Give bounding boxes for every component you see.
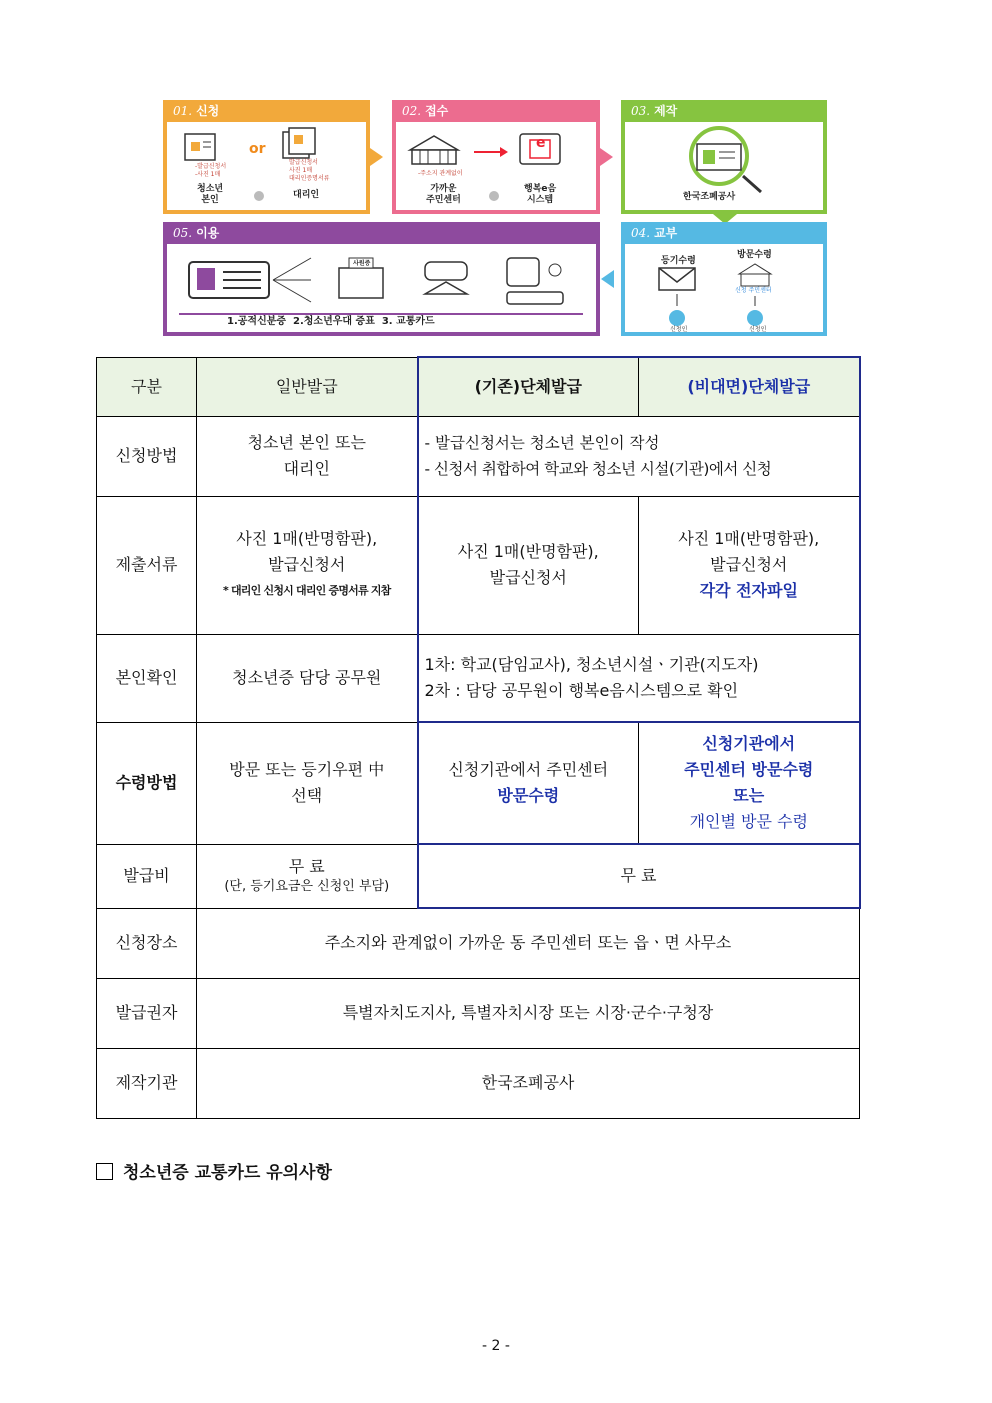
row-label-maker: 제작기관 [97,1048,197,1118]
row-label-authority: 발급권자 [97,978,197,1048]
issuance-comparison-table [96,356,861,1119]
recipient-a: 신청인 [670,326,688,333]
receipt-existing: 신청기관에서 주민센터 방문수령 [418,722,639,844]
deliver-visit-label: 방문수령 [737,250,772,260]
apply-method-general: 청소년 본인 또는 대리인 [197,416,418,496]
page-number: - 2 - [482,1338,510,1354]
usage-list: 1.공적신분증 2.청소년우대 증표 3. 교통카드 [227,316,435,327]
header-general: 일반발급 [197,357,418,416]
identity-group: 1차: 학교(담임교사), 청소년시설ㆍ기관(지도자) 2차 : 담당 공무원이 행복e음시스템으로 확인 [418,634,860,722]
place-value: 주소지와 관계없이 가까운 동 주민센터 또는 읍ㆍ면 사무소 [197,908,860,978]
header-existing-group: (기존)단체발급 [418,357,639,416]
receipt-general: 방문 또는 등기우편 中 선택 [197,722,418,844]
section-heading: 청소년증 교통카드 유의사항 [96,1158,332,1183]
table-row [97,416,860,496]
documents-general: 사진 1매(반명함판), 발급신청서 * 대리인 신청시 대리인 증명서류 지참 [197,496,418,634]
documents-existing: 사진 1매(반명함판), 발급신청서 [418,496,639,634]
arrow-left-icon [601,270,614,288]
step-receive-panel [392,100,600,214]
header-category: 구분 [97,357,197,416]
table-row [97,908,860,978]
row-label-identity: 본인확인 [97,634,197,722]
fee-group: 무 료 [418,844,860,908]
step-apply-panel [163,100,370,214]
e-glyph: e [536,135,546,151]
identity-general: 청소년증 담당 공무원 [197,634,418,722]
arrow-right-icon [600,148,613,166]
receive-place-a: 가까운 주민센터 [426,184,461,205]
step-deliver-panel [621,222,827,336]
receive-note: -주소지 관계없이 [418,170,463,177]
row-label-receipt: 수령방법 [97,722,197,844]
option-proxy-label: 대리인 [293,190,320,200]
table-row [97,722,860,844]
step-receive-header: 02. 접수 [402,104,449,118]
receipt-online: 신청기관에서 주민센터 방문수령 또는 개인별 방문 수령 [639,722,860,844]
table-row [97,496,860,634]
step-make-panel [621,100,827,214]
apply-docs-self: -발급신청서 -사진 1매 [195,163,227,178]
id-badge-label: 사원증 [353,260,371,267]
table-header-row [97,357,860,416]
step-apply-header: 01. 신청 [173,104,220,118]
header-online-group: (비대면)단체발급 [639,357,860,416]
table-row [97,1048,860,1118]
mail-icon [621,244,827,334]
maker-value: 한국조폐공사 [197,1048,860,1118]
authority-value: 특별자치도지사, 특별자치시장 또는 시장·군수·구청장 [197,978,860,1048]
row-label-apply-method: 신청방법 [97,416,197,496]
option-self-label: 청소년 본인 [197,184,224,205]
maker-label: 한국조폐공사 [683,192,736,202]
table-row [97,634,860,722]
checkbox-icon [96,1163,113,1180]
step-make-header: 03. 제작 [631,104,678,118]
table-row [97,978,860,1048]
step-deliver-header: 04. 교부 [631,226,678,240]
documents-online: 사진 1매(반명함판), 발급신청서 각각 전자파일 [639,496,860,634]
fee-general: 무 료 (단, 등기요금은 신청인 부담) [197,844,418,908]
table-row [97,844,860,908]
deliver-mail-label: 등기수령 [661,256,696,266]
row-label-fee: 발급비 [97,844,197,908]
apply-method-group: - 발급신청서는 청소년 본인이 작성 - 신청서 취합하여 학교와 청소년 시설(기관)에서 신청 [418,416,860,496]
recipient-b: 신청인 [749,326,767,333]
deliver-visit-sub: 신청 주민센터 [735,287,772,294]
receive-place-b: 행복e음 시스템 [524,184,557,205]
process-infographic [163,100,827,336]
apply-docs-proxy: 발급신청서 사진 1매 대리인증명서류 [289,159,330,182]
arrow-right-icon [370,148,383,166]
or-label: or [249,141,266,157]
building-icon [392,122,600,212]
step-use-header: 05. 이용 [173,226,220,240]
row-label-place: 신청장소 [97,908,197,978]
row-label-documents: 제출서류 [97,496,197,634]
step-use-panel [163,222,600,336]
